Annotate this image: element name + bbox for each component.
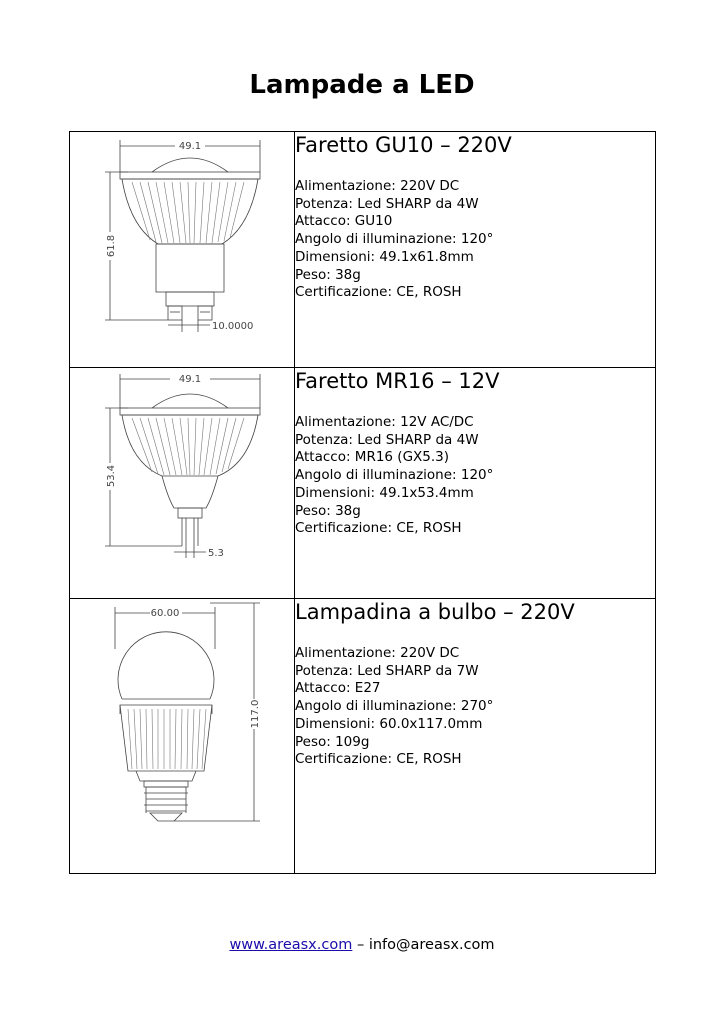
spec-power-supply: Alimentazione: 220V DC	[295, 645, 460, 661]
spec-dimensions: Dimensioni: 60.0x117.0mm	[295, 715, 483, 732]
product-specs	[295, 414, 655, 538]
product-info-cell	[295, 132, 656, 368]
product-info-cell	[295, 368, 656, 599]
gu10-pin-label: 10.0000	[212, 321, 254, 332]
spec-beam-angle: Angolo di illuminazione: 120°	[295, 231, 494, 248]
website-link[interactable]: www.areasx.com	[229, 937, 353, 953]
spec-certification: Certificazione: CE, ROSH	[295, 520, 462, 537]
page-footer	[0, 937, 724, 953]
product-title: Faretto GU10 – 220V	[295, 133, 512, 157]
gu10-width-label: 49.1	[178, 141, 202, 152]
product-drawing-cell	[70, 132, 295, 368]
product-title: Lampadina a bulbo – 220V	[295, 600, 575, 624]
spec-power: Potenza: Led SHARP da 4W	[295, 195, 479, 212]
mr16-technical-drawing	[70, 368, 294, 598]
spec-power-supply: Alimentazione: 12V AC/DC	[295, 414, 474, 430]
spec-socket: Attacco: MR16 (GX5.3)	[295, 449, 450, 466]
spec-weight: Peso: 38g	[295, 266, 361, 283]
mr16-height-label: 53.4	[106, 464, 117, 488]
bulb-height-label: 117.0	[250, 699, 261, 729]
spec-weight: Peso: 109g	[295, 733, 370, 750]
gu10-technical-drawing	[70, 132, 294, 367]
product-table	[69, 131, 656, 874]
spec-power: Potenza: Led SHARP da 7W	[295, 662, 479, 679]
spec-power-supply: Alimentazione: 220V DC	[295, 178, 460, 194]
contact-email: info@areasx.com	[368, 937, 495, 953]
product-info-cell	[295, 599, 656, 874]
gu10-height-label: 61.8	[106, 234, 117, 258]
footer-separator: –	[356, 937, 365, 953]
spec-beam-angle: Angolo di illuminazione: 120°	[295, 467, 494, 484]
spec-dimensions: Dimensioni: 49.1x53.4mm	[295, 484, 474, 501]
product-specs	[295, 178, 655, 302]
spec-certification: Certificazione: CE, ROSH	[295, 751, 462, 768]
product-title: Faretto MR16 – 12V	[295, 369, 500, 393]
spec-beam-angle: Angolo di illuminazione: 270°	[295, 698, 494, 715]
bulb-width-label: 60.00	[150, 608, 180, 619]
spec-socket: Attacco: E27	[295, 680, 381, 697]
bulb-technical-drawing	[70, 599, 294, 873]
mr16-width-label: 49.1	[178, 374, 202, 385]
mr16-pin-label: 5.3	[208, 548, 224, 559]
spec-power: Potenza: Led SHARP da 4W	[295, 431, 479, 448]
product-drawing-cell	[70, 599, 295, 874]
spec-weight: Peso: 38g	[295, 502, 361, 519]
spec-socket: Attacco: GU10	[295, 213, 393, 230]
product-drawing-cell	[70, 368, 295, 599]
product-row-bulb	[70, 599, 656, 874]
product-row-mr16	[70, 368, 656, 599]
spec-certification: Certificazione: CE, ROSH	[295, 284, 462, 301]
product-row-gu10	[70, 132, 656, 368]
product-specs	[295, 645, 655, 769]
page-title: Lampade a LED	[249, 70, 475, 100]
spec-dimensions: Dimensioni: 49.1x61.8mm	[295, 248, 474, 265]
